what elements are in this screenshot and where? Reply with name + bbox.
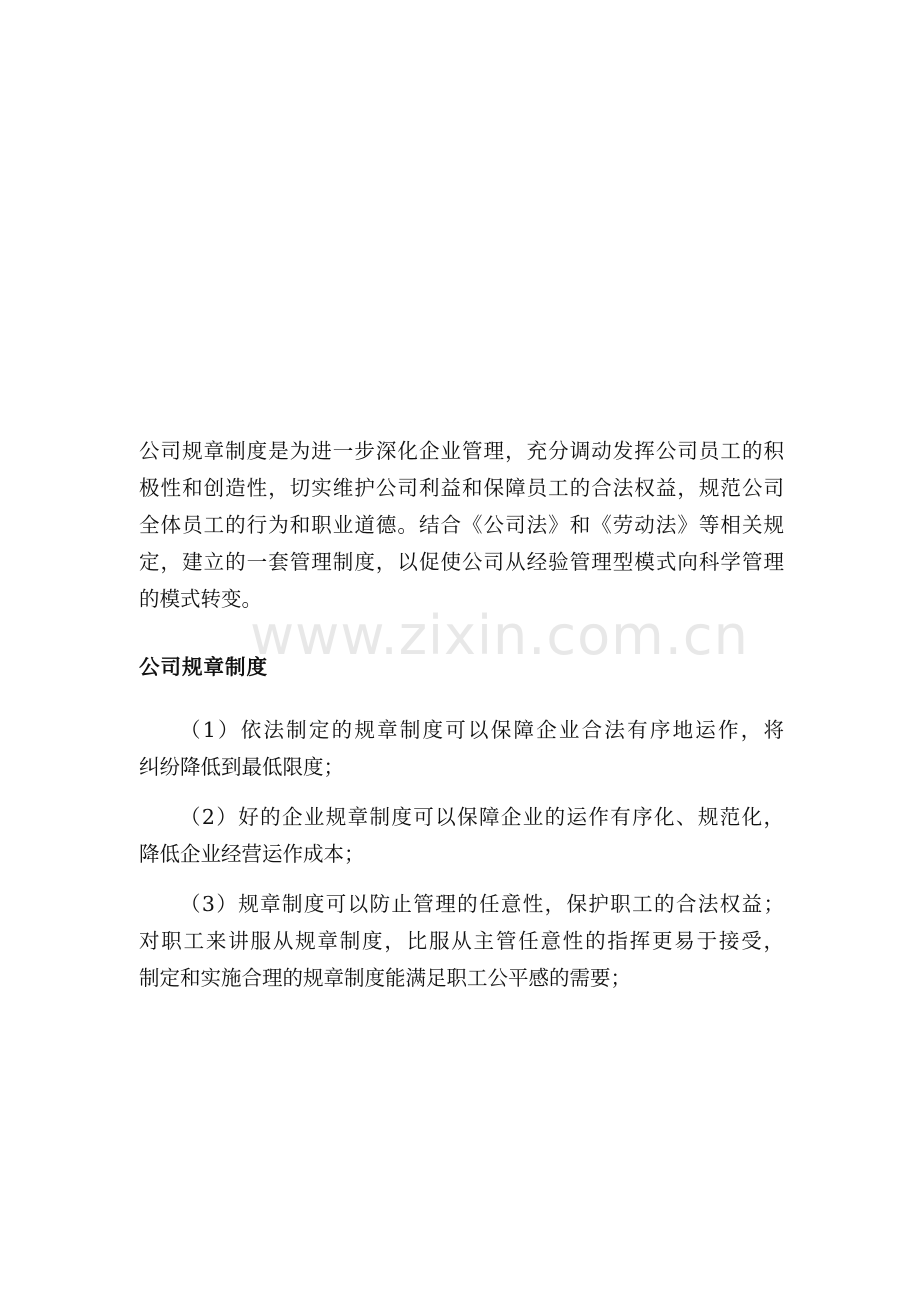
- list-item-3: [139, 886, 784, 997]
- list-item-line: （3）规章制度可以防止管理的任意性，保护职工的合法权益；: [180, 892, 784, 916]
- list-item-line: （1）依法制定的规章制度可以保障企业合法有序地运作，将: [180, 718, 784, 742]
- watermark: www.zixin.com.cn: [250, 604, 749, 667]
- paragraph-line: 公司规章制度是为进一步深化企业管理，充分调动发挥公司员工的积: [139, 439, 784, 463]
- list-item-line: （2）好的企业规章制度可以保障企业的运作有序化、规范化，: [180, 805, 784, 829]
- intro-paragraph: [139, 433, 784, 618]
- list-item-line: 制定和实施合理的规章制度能满足职工公平感的需要；: [139, 966, 631, 990]
- list-item-1: [139, 712, 784, 786]
- list-item-line: 对职工来讲服从规章制度，比服从主管任意性的指挥更易于接受，: [139, 929, 784, 953]
- list-item-2: [139, 799, 784, 873]
- paragraph-line: 全体员工的行为和职业道德。结合《公司法》和《劳动法》等相关规: [139, 513, 784, 537]
- list-item-line: 降低企业经营运作成本；: [139, 842, 365, 866]
- paragraph-line: 的模式转变。: [139, 587, 262, 611]
- section-heading: 公司规章制度: [139, 655, 268, 679]
- paragraph-line: 极性和创造性，切实维护公司利益和保障员工的合法权益，规范公司: [139, 476, 784, 500]
- list-item-line: 纠纷降低到最低限度；: [139, 755, 344, 779]
- document-body: [139, 433, 784, 997]
- paragraph-line: 定，建立的一套管理制度，以促使公司从经验管理型模式向科学管理: [139, 550, 784, 574]
